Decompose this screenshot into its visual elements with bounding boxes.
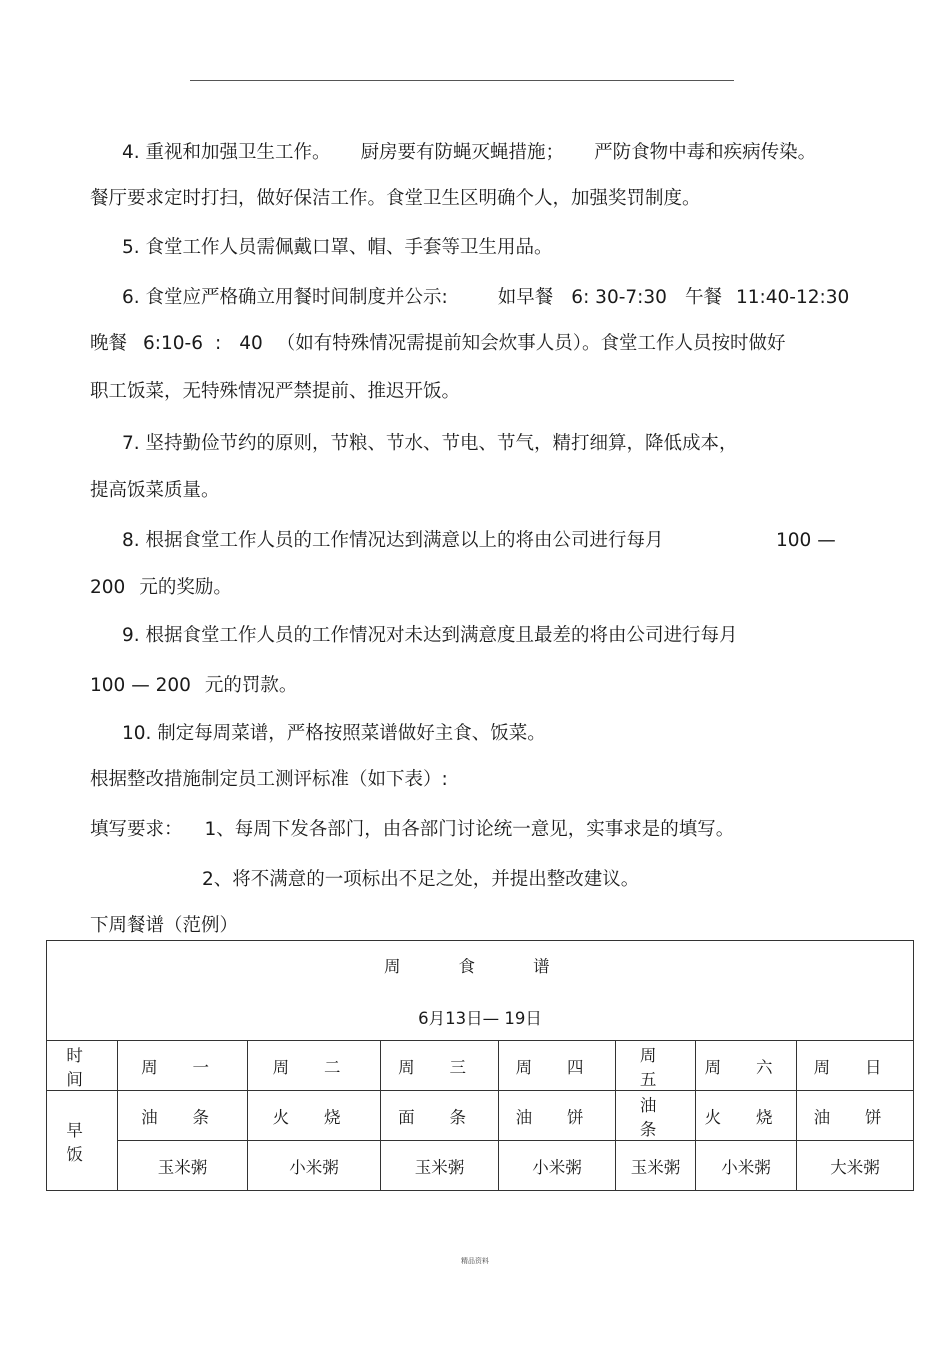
item-4-line-2: 餐厅要求定时打扫，做好保洁工作。食堂卫生区明确个人，加强奖罚制度。 [90,188,701,209]
menu-dates: 6月13日— 19日 [418,1008,542,1028]
meal-label: 早 饭 [47,1091,118,1191]
item-10: 10. 制定每周菜谱，严格按照菜谱做好主食、饭菜。 [122,723,546,744]
day-header: 周 二 [248,1041,381,1091]
item-9-line-1: 9. 根据食堂工作人员的工作情况对未达到满意度且最差的将由公司进行每月 [122,625,738,646]
day-header: 周 一 [118,1041,248,1091]
menu-cell: 面 条 [381,1091,499,1141]
menu-cell: 火 烧 [696,1091,797,1141]
item-5: 5. 食堂工作人员需佩戴口罩、帽、手套等卫生用品。 [122,237,553,258]
item-8-line-2: 200 元的奖励。 [90,577,232,598]
page-footer: 精品资料 [461,1257,489,1265]
menu-title: 周 食 谱 [384,956,576,976]
menu-cell: 小米粥 [696,1141,797,1191]
menu-header-cell [47,941,914,1041]
day-header: 周 六 [696,1041,797,1091]
item-9-line-2: 100 — 200 元的罚款。 [90,675,298,696]
menu-cell: 油 条 [616,1091,696,1141]
item-4-line-1: 4. 重视和加强卫生工作。 厨房要有防蝇灭蝇措施； 严防食物中毒和疾病传染。 [122,142,817,163]
menu-cell: 火 烧 [248,1091,381,1141]
item-6-line-3: 职工饭菜，无特殊情况严禁提前、推迟开饭。 [90,381,461,402]
item-6-line-2: 晚餐 6:10-6 : 40 （如有特殊情况需提前知会炊事人员）。食堂工作人员按时做好 [90,333,786,354]
menu-cell: 大米粥 [797,1141,914,1191]
menu-header-row [47,941,914,1041]
weekly-menu-table [46,940,914,1191]
item-8-amount: 100 — [776,530,836,551]
breakfast-row-1 [47,1091,914,1141]
header-rule [190,80,734,81]
day-header: 周 五 [616,1041,696,1091]
menu-cell: 玉米粥 [118,1141,248,1191]
item-8-line-1: 8. 根据食堂工作人员的工作情况达到满意以上的将由公司进行每月 [122,530,664,551]
time-label: 时 间 [47,1041,118,1091]
menu-example-caption: 下周餐谱（范例） [90,915,239,936]
day-header: 周 四 [499,1041,616,1091]
day-header: 周 日 [797,1041,914,1091]
item-7-line-1: 7. 坚持勤俭节约的原则，节粮、节水、节电、节气，精打细算，降低成本， [122,433,738,454]
menu-cell: 油 饼 [499,1091,616,1141]
day-header: 周 三 [381,1041,499,1091]
menu-cell: 玉米粥 [381,1141,499,1191]
item-6-line-1: 6. 食堂应严格确立用餐时间制度并公示: 如早餐 6: 30-7:30 午餐 11:40-12:30 [122,287,850,308]
menu-cell: 玉米粥 [616,1141,696,1191]
menu-cell: 小米粥 [248,1141,381,1191]
menu-cell: 小米粥 [499,1141,616,1191]
days-row [47,1041,914,1091]
evaluation-standard: 根据整改措施制定员工测评标准（如下表）: [90,769,448,790]
fill-requirement-2: 2、将不满意的一项标出不足之处，并提出整改建议。 [202,869,640,890]
menu-cell: 油 条 [118,1091,248,1141]
breakfast-row-2 [47,1141,914,1191]
fill-requirement-1: 填写要求： 1、每周下发各部门，由各部门讨论统一意见，实事求是的填写。 [90,819,735,840]
item-7-line-2: 提高饭菜质量。 [90,480,220,501]
menu-cell: 油 饼 [797,1091,914,1141]
